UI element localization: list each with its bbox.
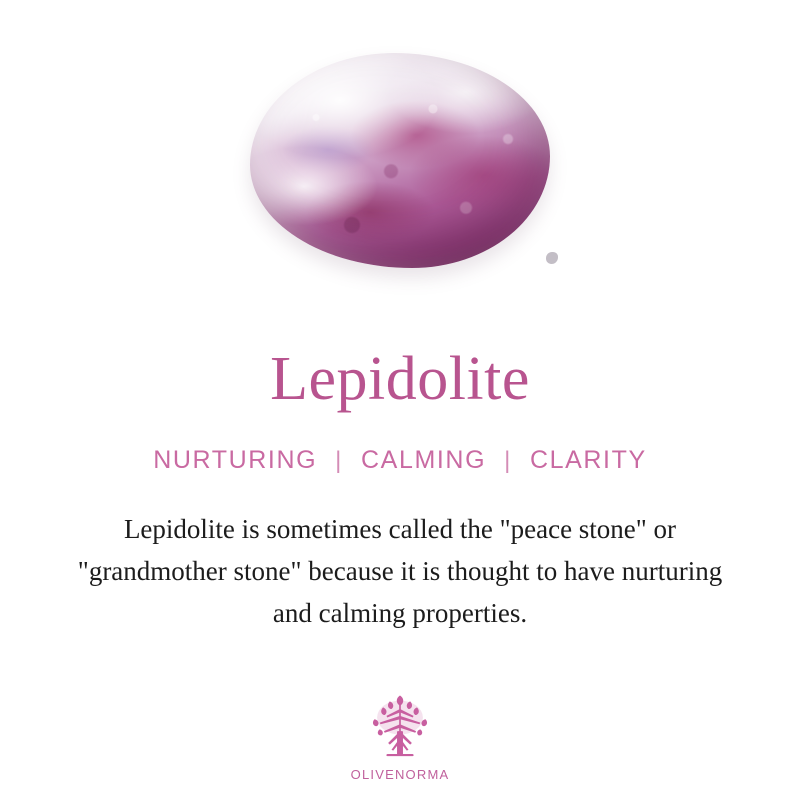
keyword-calming: CALMING [361,446,487,474]
tree-of-life-icon [357,687,443,765]
lepidolite-stone-image [250,53,550,268]
brand-name: OLIVENORMA [350,767,450,782]
product-description: Lepidolite is sometimes called the "peace stone" or "grandmother stone" because it is thought to have nurturing and calming properties. [77,514,723,628]
keyword-clarity: CLARITY [529,446,647,474]
keyword-separator: | [504,446,512,474]
page-title: Lepidolite [270,345,530,413]
keyword-list [135,446,665,475]
keyword-separator: | [335,446,344,474]
keyword-nurturing: NURTURING [153,446,318,474]
stone-fragment-speck [546,252,558,264]
brand-footer [0,687,800,782]
stone-image-container [0,0,800,310]
